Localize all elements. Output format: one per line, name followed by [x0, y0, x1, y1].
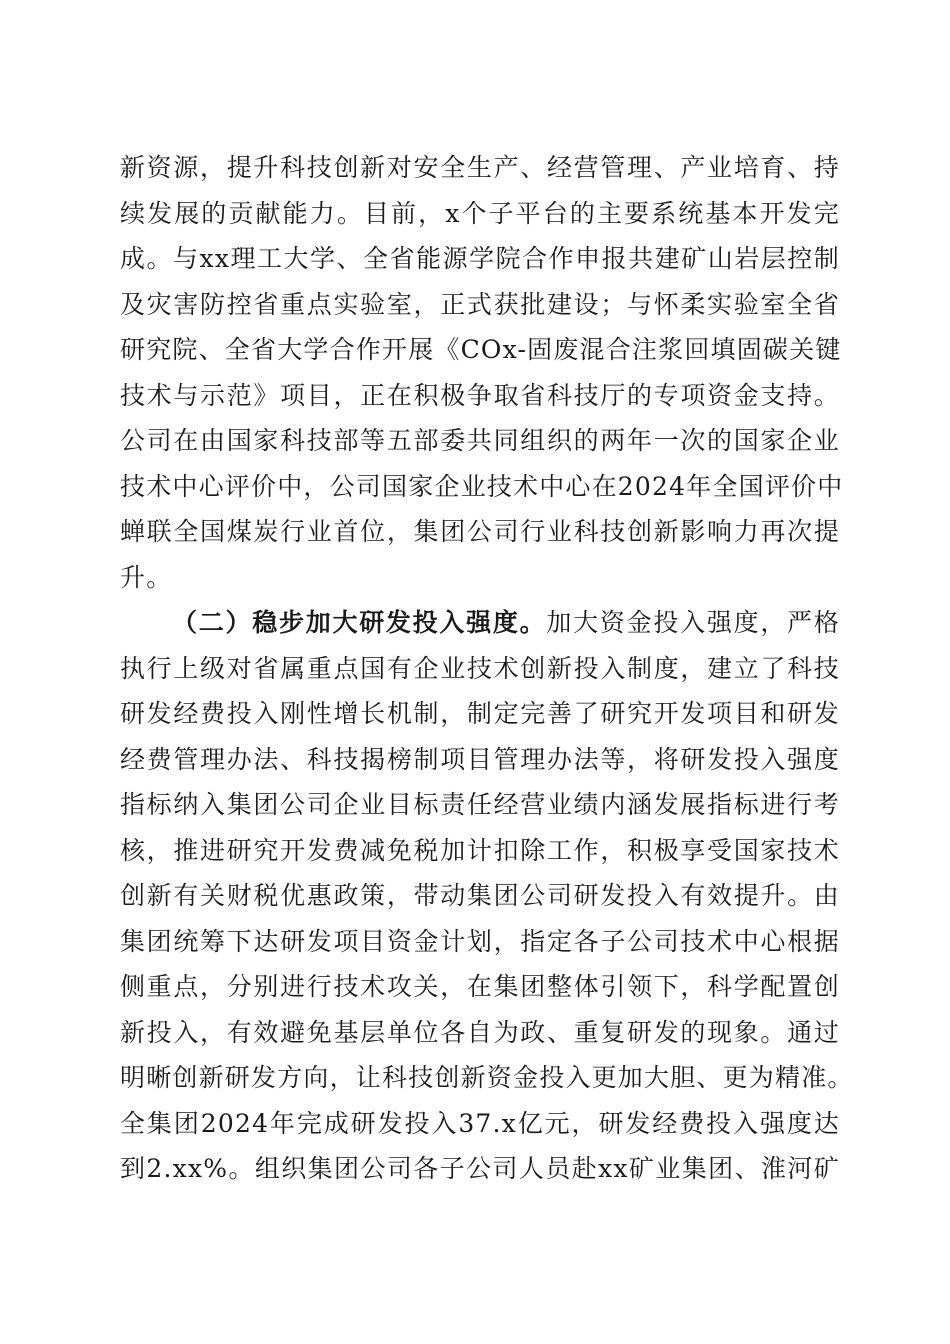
text-line: 公司在由国家科技部等五部委共同组织的两年一次的国家企业: [120, 426, 840, 455]
text-line: 新投入，有效避免基层单位各自为政、重复研发的现象。通过: [120, 1017, 840, 1047]
text-line: 集团统筹下达研发项目资金计划，指定各子公司技术中心根据: [120, 926, 840, 956]
text-line: 成。与xx理工大学、全省能源学院合作申报共建矿山岩层控制: [120, 244, 840, 273]
text-line: 研发经费投入刚性增长机制，制定完善了研究开发项目和研发: [120, 699, 840, 728]
text-line: 明晰创新研发方向，让科技创新资金投入更加大胆、更为精准。: [120, 1063, 854, 1092]
text-line: 技术与示范》项目，正在积极争取省科技厅的专项资金支持。: [120, 380, 840, 410]
text-line: 核，推进研究开发费减免税加计扣除工作，积极享受国家技术: [120, 835, 840, 865]
text-line: 技术中心评价中，公司国家企业技术中心在2024年全国评价中: [120, 471, 844, 501]
text-line: 续发展的贡献能力。目前，x个子平台的主要系统基本开发完: [120, 198, 840, 228]
text-line: 新资源，提升科技创新对安全生产、经营管理、产业培育、持: [120, 153, 840, 182]
text-line: 研究院、全省大学合作开展《COx-固废混合注浆回填固碳关键: [120, 335, 842, 364]
section-2-heading: （二）稳步加大研发投入强度。: [172, 608, 547, 637]
text-line: 创新有关财税优惠政策，带动集团公司研发投入有效提升。由: [120, 881, 840, 910]
text-line: 及灾害防控省重点实验室，正式获批建设；与怀柔实验室全省: [120, 289, 840, 319]
section-2-first-line-rest: 加大资金投入强度，严格: [546, 608, 841, 637]
text-line: 执行上级对省属重点国有企业技术创新投入制度，建立了科技: [120, 653, 840, 683]
text-line: 全集团2024年完成研发投入37.x亿元，研发经费投入强度达: [120, 1108, 840, 1138]
text-line: 蝉联全国煤炭行业首位，集团公司行业科技创新影响力再次提: [120, 517, 840, 546]
text-line: 到2.xx%。组织集团公司各子公司人员赴xx矿业集团、淮河矿: [120, 1154, 840, 1183]
body-text: [120, 145, 854, 1192]
text-line: 指标纳入集团公司企业目标责任经营业绩内涵发展指标进行考: [120, 790, 840, 819]
section-2-first-line: [120, 600, 840, 646]
text-line: 升。: [120, 562, 173, 592]
text-line: 经费管理办法、科技揭榜制项目管理办法等，将研发投入强度: [120, 744, 840, 774]
text-line: 侧重点，分别进行技术攻关，在集团整体引领下，科学配置创: [120, 972, 840, 1001]
